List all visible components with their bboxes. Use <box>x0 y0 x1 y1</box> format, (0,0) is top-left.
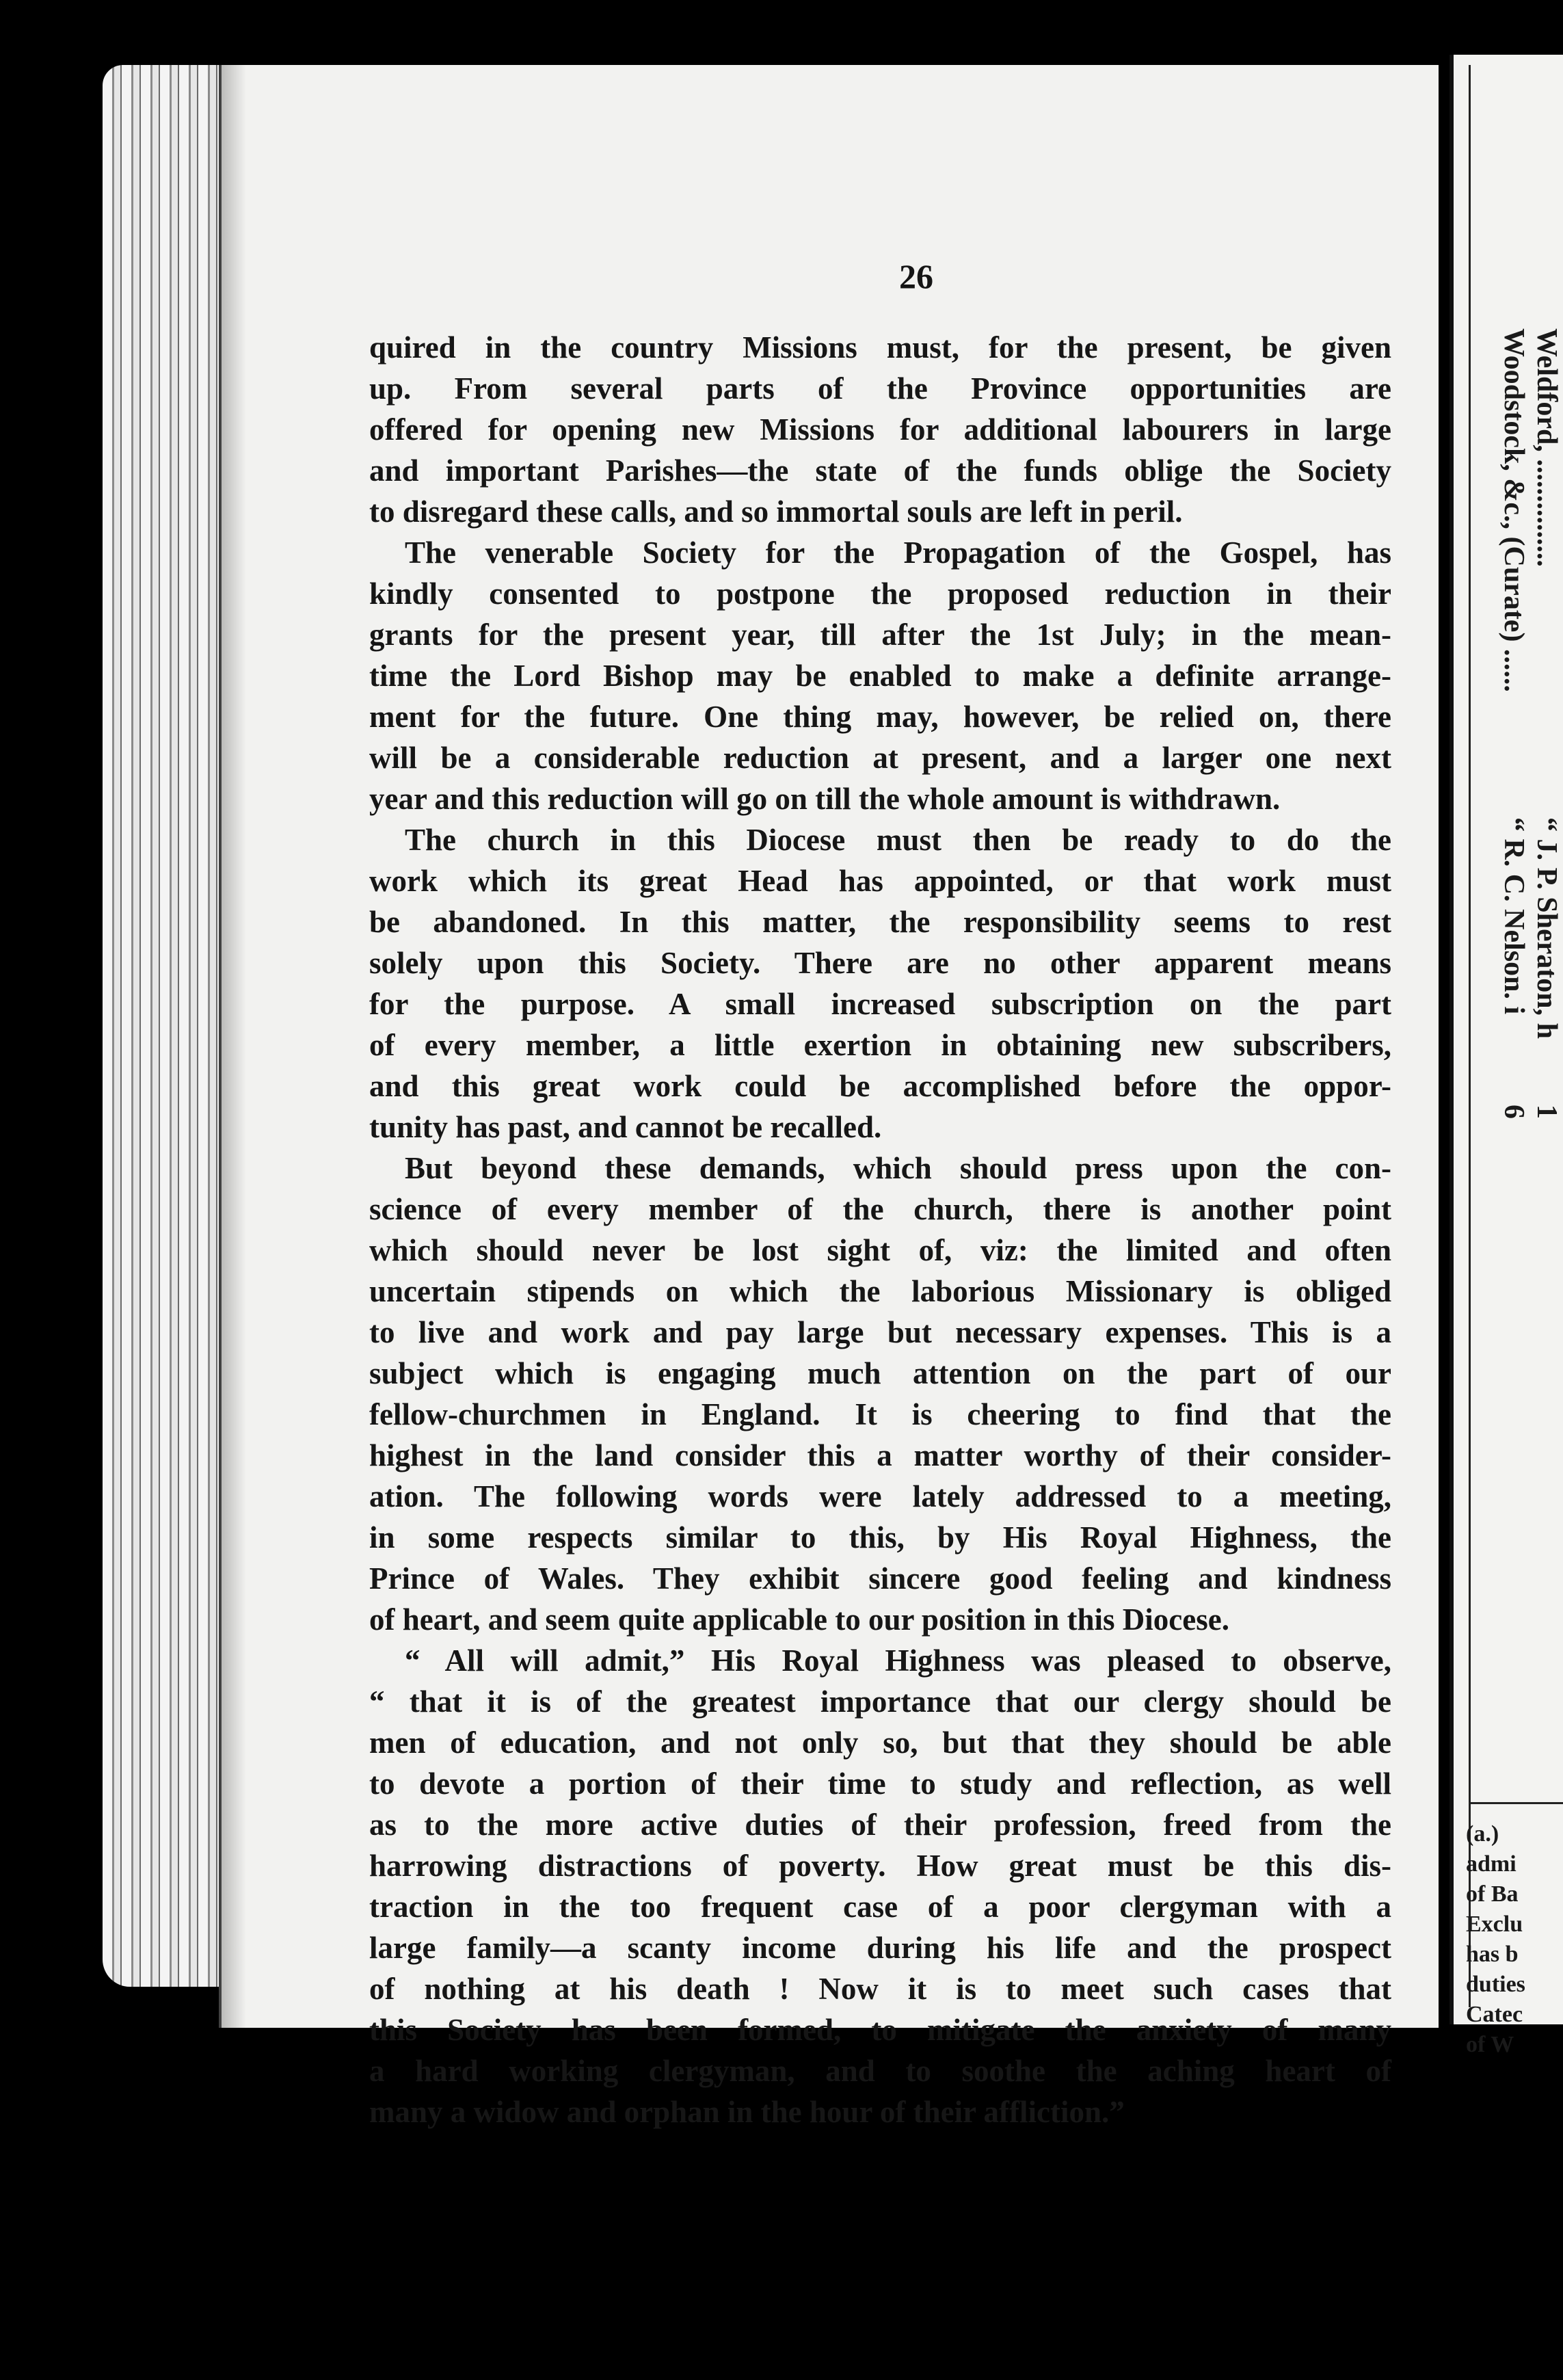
text-line: to disregard these calls, and so immortal souls are left in peril. <box>369 494 1183 529</box>
text-line: time the Lord Bishop may be enabled to make a definite arrange- <box>369 659 1391 693</box>
footnote-fragment: of Ba <box>1466 1881 1519 1907</box>
text-line: “ All will admit,” His Royal Highness was pleased to observe, <box>405 1643 1391 1678</box>
paragraph <box>369 532 1391 819</box>
text-line: uncertain stipends on which the laborious Missionary is obliged <box>369 1274 1391 1308</box>
text-line: But beyond these demands, which should press upon the con- <box>405 1151 1391 1185</box>
text-line: harrowing distractions of poverty. How great must be this dis- <box>369 1849 1391 1883</box>
text-line: work which its great Head has appointed, or that work must <box>369 864 1391 898</box>
text-line: highest in the land consider this a matter worthy of their consider- <box>369 1438 1391 1472</box>
gutter-shadow <box>219 65 246 2028</box>
text-line: be abandoned. In this matter, the responsibility seems to rest <box>369 905 1391 939</box>
footnote-fragment: Catec <box>1466 2002 1523 2027</box>
text-line: fellow-churchmen in England. It is cheering to find that the <box>369 1397 1391 1431</box>
text-line: offered for opening new Missions for additional labourers in large <box>369 412 1391 447</box>
text-line: many a widow and orphan in the hour of their affliction.” <box>369 2095 1125 2129</box>
text-line: as to the more active duties of their profession, freed from the <box>369 1808 1391 1842</box>
text-line: to devote a portion of their time to study and reflection, as well <box>369 1767 1391 1801</box>
text-line: and this great work could be accomplished before the oppor- <box>369 1069 1391 1103</box>
text-line: subject which is engaging much attention on the part of our <box>369 1356 1391 1390</box>
paragraph <box>369 327 1391 532</box>
text-line: science of every member of the church, there is another point <box>369 1192 1391 1226</box>
text-line: will be a considerable reduction at present, and a larger one next <box>369 741 1391 775</box>
footnote-fragment: has b <box>1466 1942 1519 1967</box>
text-line: of every member, a little exertion in obtaining new subscribers, <box>369 1028 1391 1062</box>
page-number: 26 <box>899 257 933 295</box>
footnote-rule <box>1470 1802 1563 1804</box>
footnote-fragment: Exclu <box>1466 1912 1523 1937</box>
adjacent-col-names: “ J. P. Sheraton, h “ R. C. Nelson. i <box>1498 817 1562 1040</box>
text-line: a hard working clergyman, and to soothe the aching heart of <box>369 2054 1391 2088</box>
text-line: ation. The following words were lately addressed to a meeting, <box>369 1479 1391 1513</box>
adjacent-col-place: Weldford, ............... Woodstock, &c., (Curate) ...... <box>1498 328 1562 692</box>
text-line: large family—a scanty income during his life and the prospect <box>369 1931 1391 1965</box>
adjacent-page-rule <box>1469 65 1471 2007</box>
text-line: year and this reduction will go on till the whole amount is withdrawn. <box>369 782 1281 816</box>
text-line: men of education, and not only so, but that they should be able <box>369 1726 1391 1760</box>
paragraph <box>369 1148 1391 1640</box>
footnote-fragment: duties <box>1466 1972 1525 1997</box>
text-line: The venerable Society for the Propagation of the Gospel, has <box>405 536 1391 570</box>
adjacent-footnote <box>1450 1819 1563 2060</box>
text-line: The church in this Diocese must then be ready to do the <box>405 823 1391 857</box>
footnote-fragment: admi <box>1466 1851 1517 1877</box>
body-text <box>369 327 1391 2132</box>
text-line: traction in the too frequent case of a poor clergyman with a <box>369 1890 1391 1924</box>
adjacent-col-numbers: 1 6 <box>1498 1105 1562 1119</box>
text-line: tunity has past, and cannot be recalled. <box>369 1110 882 1144</box>
text-line: of nothing at his death ! Now it is to meet such cases that <box>369 1972 1391 2006</box>
text-line: grants for the present year, till after the 1st July; in the mean- <box>369 618 1391 652</box>
text-line: and important Parishes—the state of the funds oblige the Society <box>369 453 1391 488</box>
text-line: Prince of Wales. They exhibit sincere good feeling and kindness <box>369 1561 1391 1596</box>
text-line: solely upon this Society. There are no other apparent means <box>369 946 1391 980</box>
text-line: quired in the country Missions must, for the present, be given <box>369 330 1391 365</box>
text-line: this Society has been formed, to mitigate the anxiety of many <box>369 2013 1391 2047</box>
text-line: of heart, and seem quite applicable to our position in this Diocese. <box>369 1602 1229 1637</box>
text-line: in some respects similar to this, by His Royal Highness, the <box>369 1520 1391 1555</box>
footnote-fragment: of W <box>1466 2032 1514 2057</box>
paragraph <box>369 1640 1391 2132</box>
text-line: which should never be lost sight of, viz: the limited and often <box>369 1233 1391 1267</box>
footnote-fragment: (a.) <box>1466 1821 1499 1847</box>
text-line: ment for the future. One thing may, however, be relied on, there <box>369 700 1391 734</box>
text-line: for the purpose. A small increased subscription on the part <box>369 987 1391 1021</box>
page-edges <box>103 65 232 1987</box>
paragraph <box>369 819 1391 1148</box>
text-line: up. From several parts of the Province opportunities are <box>369 371 1391 406</box>
text-line: kindly consented to postpone the proposed reduction in their <box>369 577 1391 611</box>
text-line: “ that it is of the greatest importance that our clergy should be <box>369 1684 1391 1719</box>
text-line: to live and work and pay large but necessary expenses. This is a <box>369 1315 1391 1349</box>
